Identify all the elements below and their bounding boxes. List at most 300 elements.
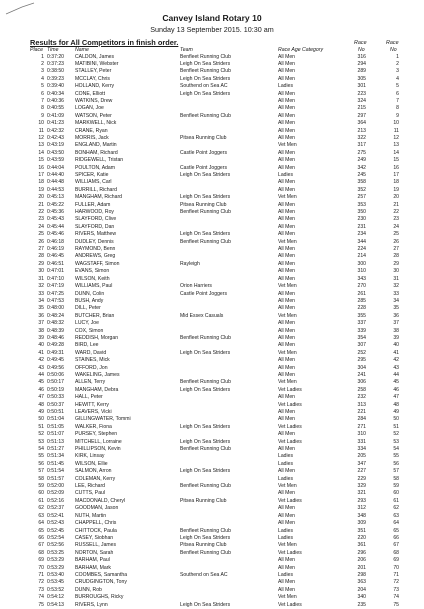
category-cell: Ladies — [278, 571, 294, 578]
category-cell: All Men — [278, 260, 295, 267]
time-cell: 0:53:29 — [47, 564, 64, 571]
category-cell: All Men — [278, 446, 295, 453]
race-position-cell: 73 — [393, 586, 399, 593]
table-row — [0, 579, 424, 586]
place-cell: 20 — [38, 194, 44, 201]
name-cell: CHAPPELL, Chris — [75, 520, 117, 527]
table-row — [0, 365, 424, 372]
table-row — [0, 246, 424, 253]
name-cell: STAINES, Mick — [75, 357, 110, 364]
race-position-cell: 64 — [393, 520, 399, 527]
column-header-time: Time — [47, 47, 59, 53]
table-row — [0, 276, 424, 283]
race-number-cell: 297 — [357, 112, 366, 119]
table-row — [0, 542, 424, 549]
place-cell: 12 — [38, 134, 44, 141]
time-cell: 0:43:59 — [47, 157, 64, 164]
race-number-cell: 339 — [357, 327, 366, 334]
name-cell: BUSH, Andy — [75, 297, 104, 304]
race-position-cell: 31 — [393, 275, 399, 282]
race-number-cell: 245 — [357, 172, 366, 178]
race-label-number: Race — [354, 40, 367, 46]
race-number-cell: 229 — [357, 475, 366, 482]
place-cell: 4 — [41, 75, 44, 82]
place-cell: 9 — [41, 112, 44, 119]
race-position-cell: 13 — [393, 142, 399, 149]
column-header-race-position: No — [390, 47, 397, 53]
time-cell: 0:48:39 — [47, 327, 64, 334]
race-number-cell: 358 — [357, 179, 366, 186]
race-number-cell: 361 — [357, 542, 366, 549]
race-number-cell: 316 — [357, 53, 366, 60]
race-position-cell: 7 — [396, 97, 399, 104]
table-row — [0, 461, 424, 468]
place-cell: 72 — [38, 579, 44, 586]
race-position-cell: 41 — [393, 349, 399, 356]
race-position-cell: 43 — [393, 364, 399, 371]
time-cell: 0:51:07 — [47, 431, 64, 438]
name-cell: CHITTOCK, Paula — [75, 527, 117, 534]
race-number-cell: 353 — [357, 201, 366, 208]
name-cell: MACDONALD, Cheryl — [75, 497, 126, 504]
name-cell: HALL, Peter — [75, 394, 103, 401]
place-cell: 1 — [41, 53, 44, 60]
name-cell: RIVERS, Lynn — [75, 601, 108, 608]
name-cell: LEE, Richard — [75, 483, 106, 490]
table-row — [0, 231, 424, 238]
category-cell: Ladies — [278, 534, 294, 541]
time-cell: 0:46:45 — [47, 253, 64, 260]
table-row — [0, 76, 424, 83]
category-cell: All Men — [278, 231, 295, 238]
time-cell: 0:44:53 — [47, 186, 64, 193]
place-cell: 61 — [38, 497, 44, 504]
name-cell: EVANS, Simon — [75, 268, 110, 275]
name-cell: COX, Simon — [75, 327, 104, 334]
time-cell: 0:40:36 — [47, 97, 64, 104]
time-cell: 0:42:32 — [47, 127, 64, 134]
time-cell: 0:52:41 — [47, 512, 64, 519]
table-row — [0, 528, 424, 535]
name-cell: WAGSTAFF, Simon — [75, 260, 120, 267]
team-cell: Pitsea Running Club — [180, 201, 227, 208]
table-row — [0, 150, 424, 157]
race-number-cell: 313 — [357, 401, 366, 408]
name-cell: WILLIAMS, Carl — [75, 179, 112, 186]
time-cell: 0:48:32 — [47, 320, 64, 327]
place-cell: 69 — [38, 557, 44, 564]
name-cell: MANGHAM, Richard — [75, 194, 122, 201]
race-position-cell: 68 — [393, 549, 399, 556]
team-cell: Benfleet Running Club — [180, 527, 231, 534]
team-cell: Leigh On Sea Striders — [180, 90, 231, 97]
name-cell: ALLEN, Terry — [75, 379, 106, 386]
table-row — [0, 357, 424, 364]
race-number-cell: 220 — [357, 534, 366, 541]
team-cell: Southend on Sea AC — [180, 83, 228, 90]
race-number-cell: 347 — [357, 460, 366, 467]
place-cell: 60 — [38, 490, 44, 497]
race-position-cell: 5 — [396, 83, 399, 90]
race-position-cell: 48 — [393, 401, 399, 408]
race-position-cell: 50 — [393, 416, 399, 423]
team-cell: Benfleet Running Club — [180, 483, 231, 490]
race-number-cell: 285 — [357, 297, 366, 304]
race-number-cell: 355 — [357, 312, 366, 319]
category-cell: All Men — [278, 579, 295, 586]
table-row — [0, 305, 424, 312]
race-number-cell: 295 — [357, 357, 366, 364]
race-position-cell: 11 — [393, 127, 399, 134]
place-cell: 24 — [38, 223, 44, 230]
time-cell: 0:45:13 — [47, 194, 64, 201]
race-position-cell: 56 — [393, 460, 399, 467]
race-number-cell: 306 — [357, 379, 366, 386]
category-cell: Vet Men — [278, 542, 297, 549]
table-row — [0, 505, 424, 512]
race-position-cell: 27 — [393, 246, 399, 253]
race-number-cell: 307 — [357, 342, 366, 349]
place-cell: 49 — [38, 409, 44, 415]
team-cell: Benfleet Running Club — [180, 238, 231, 245]
table-row — [0, 261, 424, 268]
place-cell: 56 — [38, 460, 44, 467]
name-cell: PHILLIPSON, Kevin — [75, 446, 121, 453]
race-position-cell: 28 — [393, 253, 399, 260]
table-row — [0, 253, 424, 260]
table-row — [0, 128, 424, 135]
category-cell: Ladies — [278, 460, 294, 467]
name-cell: RIVERS, Matthew — [75, 231, 117, 238]
race-position-cell: 58 — [393, 475, 399, 482]
place-cell: 63 — [38, 512, 44, 519]
time-cell: 0:44:04 — [47, 164, 64, 171]
name-cell: BIRD, Lee — [75, 342, 99, 349]
race-position-cell: 10 — [393, 120, 399, 127]
place-cell: 7 — [41, 97, 44, 104]
table-row — [0, 113, 424, 120]
table-row — [0, 98, 424, 105]
table-row — [0, 172, 424, 179]
race-position-cell: 3 — [396, 68, 399, 75]
name-cell: PURSEY, Stephen — [75, 431, 118, 438]
race-position-cell: 30 — [393, 268, 399, 275]
table-row — [0, 483, 424, 490]
time-cell: 0:50:37 — [47, 401, 64, 408]
time-cell: 0:53:29 — [47, 557, 64, 564]
race-number-cell: 235 — [357, 601, 366, 608]
name-cell: LEAVERS, Vicki — [75, 409, 112, 415]
category-cell: All Men — [278, 431, 295, 438]
table-row — [0, 513, 424, 520]
category-cell: All Men — [278, 490, 295, 497]
race-number-cell: 230 — [357, 216, 366, 223]
name-cell: STALLEY, Peter — [75, 68, 112, 75]
name-cell: CONE, Elliott — [75, 90, 106, 97]
table-row — [0, 224, 424, 231]
race-number-cell: 241 — [357, 371, 366, 378]
category-cell: All Men — [278, 60, 295, 67]
table-row — [0, 202, 424, 209]
race-number-cell: 296 — [357, 549, 366, 556]
category-cell: Vet Men — [278, 483, 297, 490]
name-cell: WILSON, Ellie — [75, 460, 108, 467]
table-row — [0, 342, 424, 349]
category-cell: All Men — [278, 364, 295, 371]
race-position-cell: 22 — [393, 209, 399, 216]
name-cell: SLAYFORD, Clive — [75, 216, 117, 223]
table-row — [0, 520, 424, 527]
time-cell: 0:50:33 — [47, 394, 64, 401]
race-position-cell: 29 — [393, 260, 399, 267]
race-position-cell: 40 — [393, 342, 399, 349]
table-row — [0, 572, 424, 579]
race-position-cell: 70 — [393, 564, 399, 571]
race-position-cell: 65 — [393, 527, 399, 534]
place-cell: 37 — [38, 320, 44, 327]
race-number-cell: 337 — [357, 320, 366, 327]
name-cell: GOODMAN, Jason — [75, 505, 119, 512]
time-cell: 0:46:51 — [47, 260, 64, 267]
race-number-cell: 234 — [357, 231, 366, 238]
race-number-cell: 331 — [357, 438, 366, 445]
race-number-cell: 227 — [357, 468, 366, 475]
race-number-cell: 350 — [357, 209, 366, 216]
category-cell: Ladies — [278, 453, 294, 460]
place-cell: 53 — [38, 438, 44, 445]
time-cell: 0:37:20 — [47, 53, 64, 60]
race-number-cell: 304 — [357, 364, 366, 371]
race-number-cell: 213 — [357, 127, 366, 134]
time-cell: 0:47:01 — [47, 268, 64, 275]
category-cell: All Men — [278, 134, 295, 141]
category-cell: All Men — [278, 157, 295, 164]
name-cell: WAKELING, James — [75, 371, 120, 378]
race-position-cell: 63 — [393, 512, 399, 519]
race-number-cell: 310 — [357, 431, 366, 438]
category-cell: All Men — [278, 320, 295, 327]
name-cell: COOMBES, Samantha — [75, 571, 128, 578]
race-position-cell: 53 — [393, 438, 399, 445]
table-row — [0, 54, 424, 61]
race-position-cell: 71 — [393, 571, 399, 578]
category-cell: All Men — [278, 90, 295, 97]
category-cell: Vet Men — [278, 594, 297, 601]
race-number-cell: 344 — [357, 238, 366, 245]
team-cell: Pitsea Running Club — [180, 134, 227, 141]
race-position-cell: 23 — [393, 216, 399, 223]
category-cell: Vet Ladies — [278, 438, 302, 445]
race-number-cell: 223 — [357, 90, 366, 97]
time-cell: 0:47:10 — [47, 275, 64, 282]
race-number-cell: 317 — [357, 142, 366, 149]
place-cell: 19 — [38, 186, 44, 193]
category-cell: All Men — [278, 394, 295, 401]
team-cell: Benfleet Running Club — [180, 209, 231, 216]
category-cell: All Men — [278, 327, 295, 334]
time-cell: 0:45:43 — [47, 216, 64, 223]
category-cell: All Men — [278, 75, 295, 82]
time-cell: 0:46:18 — [47, 238, 64, 245]
place-cell: 58 — [38, 475, 44, 482]
table-row — [0, 291, 424, 298]
race-position-cell: 59 — [393, 483, 399, 490]
place-cell: 13 — [38, 142, 44, 149]
time-cell: 0:50:06 — [47, 371, 64, 378]
category-cell: Vet Ladies — [278, 601, 302, 608]
place-cell: 74 — [38, 594, 44, 601]
category-cell: All Men — [278, 68, 295, 75]
place-cell: 41 — [38, 349, 44, 356]
table-row — [0, 209, 424, 216]
time-cell: 0:49:56 — [47, 364, 64, 371]
time-cell: 0:51:54 — [47, 468, 64, 475]
race-position-cell: 38 — [393, 327, 399, 334]
time-cell: 0:52:00 — [47, 483, 64, 490]
event-title: Canvey Island Rotary 10 — [162, 13, 262, 23]
race-number-cell: 204 — [357, 586, 366, 593]
race-number-cell: 351 — [357, 527, 366, 534]
race-number-cell: 231 — [357, 223, 366, 230]
name-cell: RIDGEWELL, Tristan — [75, 157, 124, 164]
place-cell: 50 — [38, 416, 44, 423]
name-cell: ANDREWS, Greg — [75, 253, 116, 260]
race-position-cell: 17 — [393, 172, 399, 178]
category-cell: All Men — [278, 223, 295, 230]
time-cell: 0:53:25 — [47, 549, 64, 556]
race-number-cell: 321 — [357, 490, 366, 497]
race-number-cell: 352 — [357, 186, 366, 193]
table-row — [0, 424, 424, 431]
race-number-cell: 334 — [357, 446, 366, 453]
table-row — [0, 402, 424, 409]
table-row — [0, 335, 424, 342]
category-cell: All Men — [278, 409, 295, 415]
name-cell: POULTON, Adam — [75, 164, 116, 171]
name-cell: SLAYFORD, Dan — [75, 223, 115, 230]
table-row — [0, 268, 424, 275]
table-row — [0, 379, 424, 386]
time-cell: 0:54:12 — [47, 594, 64, 601]
category-cell: All Men — [278, 334, 295, 341]
category-cell: All Men — [278, 186, 295, 193]
team-cell: Benfleet Running Club — [180, 112, 231, 119]
table-row — [0, 468, 424, 475]
time-cell: 0:53:40 — [47, 571, 64, 578]
team-cell: Pitsea Running Club — [180, 542, 227, 549]
team-cell: Leigh On Sea Striders — [180, 172, 231, 178]
column-header-place: Place — [30, 47, 43, 53]
category-cell: All Men — [278, 127, 295, 134]
race-number-cell: 275 — [357, 149, 366, 156]
race-position-cell: 62 — [393, 505, 399, 512]
category-cell: Vet Ladies — [278, 549, 302, 556]
category-cell: All Men — [278, 505, 295, 512]
place-cell: 40 — [38, 342, 44, 349]
place-cell: 51 — [38, 423, 44, 430]
place-cell: 21 — [38, 201, 44, 208]
time-cell: 0:53:45 — [47, 579, 64, 586]
place-cell: 28 — [38, 253, 44, 260]
race-position-cell: 32 — [393, 283, 399, 290]
race-position-cell: 18 — [393, 179, 399, 186]
name-cell: NORTON, Sarah — [75, 549, 114, 556]
team-cell: Leigh On Sea Striders — [180, 423, 231, 430]
time-cell: 0:51:04 — [47, 416, 64, 423]
team-cell: Leigh On Sea Striders — [180, 60, 231, 67]
column-header-name: Name — [75, 47, 89, 53]
name-cell: WATKINS, Drew — [75, 97, 113, 104]
name-cell: COLEMAN, Kerry — [75, 475, 116, 482]
time-cell: 0:49:45 — [47, 357, 64, 364]
table-row — [0, 328, 424, 335]
place-cell: 59 — [38, 483, 44, 490]
name-cell: MCCLAY, Chris — [75, 75, 110, 82]
time-cell: 0:52:56 — [47, 542, 64, 549]
team-cell: Benfleet Running Club — [180, 379, 231, 386]
table-row — [0, 320, 424, 327]
race-number-cell: 348 — [357, 512, 366, 519]
race-number-cell: 300 — [357, 260, 366, 267]
table-row — [0, 446, 424, 453]
race-position-cell: 14 — [393, 149, 399, 156]
time-cell: 0:52:43 — [47, 520, 64, 527]
team-cell: Castle Point Joggers — [180, 164, 228, 171]
place-cell: 45 — [38, 379, 44, 386]
time-cell: 0:53:52 — [47, 586, 64, 593]
race-position-cell: 21 — [393, 201, 399, 208]
place-cell: 42 — [38, 357, 44, 364]
category-cell: Vet Ladies — [278, 386, 302, 393]
race-position-cell: 33 — [393, 290, 399, 297]
race-number-cell: 270 — [357, 283, 366, 290]
name-cell: SPICER, Katie — [75, 172, 109, 178]
table-row — [0, 83, 424, 90]
place-cell: 32 — [38, 283, 44, 290]
name-cell: CRANE, Ryan — [75, 127, 108, 134]
category-cell: All Men — [278, 149, 295, 156]
place-cell: 31 — [38, 275, 44, 282]
category-cell: All Men — [278, 179, 295, 186]
category-cell: Ladies — [278, 83, 294, 90]
column-header-category: Race Age Category — [278, 47, 324, 53]
category-cell: Ladies — [278, 475, 294, 482]
time-cell: 0:50:19 — [47, 386, 64, 393]
team-cell: Pitsea Running Club — [180, 497, 227, 504]
race-number-cell: 232 — [357, 394, 366, 401]
time-cell: 0:48:00 — [47, 305, 64, 312]
name-cell: DILL, Peter — [75, 305, 101, 312]
table-row — [0, 409, 424, 416]
event-date: Sunday 13 September 2015. 10:30 am — [150, 25, 274, 34]
place-cell: 46 — [38, 386, 44, 393]
team-cell: Castle Point Joggers — [180, 149, 228, 156]
time-cell: 0:47:53 — [47, 297, 64, 304]
table-row — [0, 157, 424, 164]
category-cell: All Men — [278, 246, 295, 253]
category-cell: All Men — [278, 105, 295, 112]
name-cell: NUTH, Martin — [75, 512, 107, 519]
name-cell: MATIBINI, Webster — [75, 60, 119, 67]
category-cell: All Men — [278, 290, 295, 297]
name-cell: KIRK, Linsay — [75, 453, 105, 460]
name-cell: HOLLAND, Kerry — [75, 83, 115, 90]
team-cell: Leigh On Sea Striders — [180, 438, 231, 445]
name-cell: MORRIS, Jack — [75, 134, 109, 141]
table-row — [0, 476, 424, 483]
team-cell: Benfleet Running Club — [180, 53, 231, 60]
race-number-cell: 205 — [357, 453, 366, 460]
